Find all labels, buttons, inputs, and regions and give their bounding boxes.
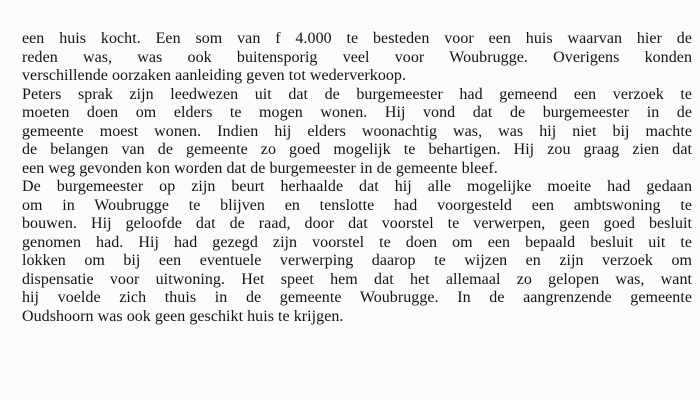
text-line: moeten doen om elders te mogen wonen. Hij vond dat de burgemeester in de <box>22 104 692 121</box>
document-text <box>22 30 692 326</box>
paragraph <box>22 86 692 179</box>
text-line: de belangen van de gemeente zo goed mogelijk te behartigen. Hij zou graag zien dat <box>22 141 692 158</box>
text-line: genomen had. Hij had gezegd zijn voorstel te doen om een bepaald besluit uit te <box>22 233 692 251</box>
text-line: Oudshoorn was ook geen geschikt huis te krijgen. <box>22 307 344 325</box>
text-line: bouwen. Hij geloofde dat de raad, door dat voorstel te verwerpen, geen goed besluit <box>22 215 692 232</box>
text-line: hij voelde zich thuis in de gemeente Woubrugge. In de aangrenzende gemeente <box>22 289 692 306</box>
paragraph <box>22 178 692 326</box>
paragraph <box>22 30 692 86</box>
text-line: verschillende oorzaken aanleiding geven tot wederverkoop. <box>22 67 407 84</box>
text-line: De burgemeester op zijn beurt herhaalde dat hij alle mogelijke moeite had gedaan <box>22 178 692 195</box>
text-line: om in Woubrugge te blijven en tenslotte had voorgesteld een ambtswoning te <box>22 196 692 214</box>
text-line: een weg gevonden kon worden dat de burgemeester in de gemeente bleef. <box>22 159 498 177</box>
text-line: dispensatie voor uitwoning. Het speet hem dat het allemaal zo gelopen was, want <box>22 270 692 288</box>
text-line: een huis kocht. Een som van f 4.000 te besteden voor een huis waarvan hier de <box>22 30 692 47</box>
text-line: reden was, was ook buitensporig veel voor Woubrugge. Overigens konden <box>22 48 692 66</box>
text-line: gemeente moest wonen. Indien hij elders woonachtig was, was hij niet bij machte <box>22 122 692 140</box>
text-line: Peters sprak zijn leedwezen uit dat de burgemeester had gemeend een verzoek te <box>22 85 692 103</box>
text-line: lokken om bij een eventuele verwerping daarop te wijzen en zijn verzoek om <box>22 252 692 269</box>
